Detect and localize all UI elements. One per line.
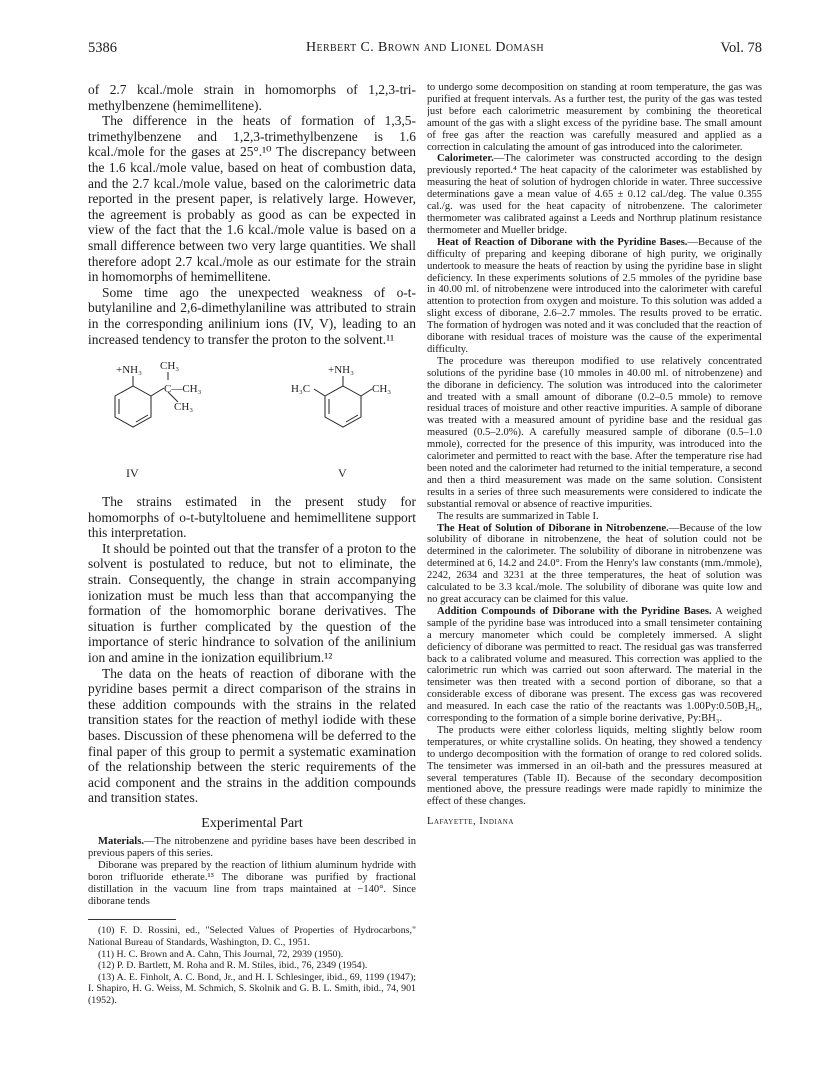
paragraph-strain-hemimellitene: of 2.7 kcal./mole strain in homomorphs of 1,2,3-tri-methylbenzene (hemimellitene).	[88, 82, 416, 113]
v-ch3-label: CH₃	[372, 383, 392, 396]
calorimeter-heading: Calorimeter.	[437, 153, 494, 165]
left-column	[88, 82, 416, 1018]
right-column	[427, 82, 762, 1018]
iv-c-ch3-label: C—CH₃	[164, 383, 202, 396]
paragraph-anilinium-strain: Some time ago the unexpected weakness of o-t-butylaniline and 2,6-dimethylaniline was attributed to strain in the corresponding anilinium ions (IV, V), leading to an increased tendency to transfer the proton to the solvent.¹¹	[88, 284, 416, 347]
materials-heading: Materials.	[98, 835, 144, 847]
anilinium-structures-figure	[88, 350, 416, 488]
iv-ch3-low-label: CH₃	[174, 401, 194, 414]
structures-iv-v	[88, 350, 416, 488]
paragraph-heat-of-solution	[427, 523, 762, 606]
iv-c-bond	[151, 388, 164, 396]
heat-of-reaction-text: —Because of the difficulty of preparing and keeping diborane of high purity, we originally undertook to measure the heats of reaction by using the pyridine base in slight deficiency. In these experiments solutions of 2.5 mmoles of the pyridine base in 40.00 ml. of nitrobenzene were introduced into the calorimeter with careful attention to protection from oxygen and moisture. To this solution was added a slight excess of diborane, 2.6–2.7 mmoles. The results proved to be erratic. The formation of hydrogen was noted and it was concluded that the reaction of diborane with residual traces of moisture was the cause of the experimental difficulty.	[427, 236, 762, 355]
iv-nh3-label: +NH₃	[116, 364, 142, 377]
paragraph-materials	[88, 836, 416, 860]
paragraph-products: The products were either colorless liquids, melting slightly below room temperatures, or white crystalline solids. On heating, they showed a tendency to undergo decomposition with the formation of orange to red colored solids. The tensimeter was immersed in an oil-bath and the pressures measured at several temperatures (Table II). Because of the secondary decomposition mentioned above, the pressure readings were made rapidly to minimize the effect of these changes.	[427, 724, 762, 808]
structure-v-label: V	[338, 466, 347, 481]
volume-number: Vol. 78	[720, 40, 762, 56]
footnote-13: (13) A. E. Finholt, A. C. Bond, Jr., and H. I. Schlesinger, ibid., 69, 1199 (1947); I. Shapiro, H. G. Weiss, M. Schmich, S. Skolnik and G. B. L. Smith, ibid., 74, 901 (1952).	[88, 971, 416, 1006]
footnotes	[88, 925, 416, 1006]
author-location: Lafayette, Indiana	[427, 816, 514, 828]
section-heading-experimental: Experimental Part	[201, 815, 303, 831]
addition-compounds-text: A weighed sample of the pyridine base was introduced into a small tensimeter containing a mercury manometer which could be completely immersed. A slight deficiency of diborane was permitted to react. The residual gas was transferred back to a calibrated volume and measured. This correction was applied to the calorimetric run which was carried out soon afterward. The material in the tensimeter was then treated with a second portion of diborane, so that a considerable excess of diborane was present. The excess gas was recovered and measured. In each case the ratio of the reactants was 1.00Py:0.50B₂H₆, corresponding to the formation of a simple borine derivative, Py:BH₃.	[427, 605, 762, 725]
materials-text: —The nitrobenzene and pyridine bases have been described in previous papers of this series.	[88, 835, 416, 859]
calorimeter-text: —The calorimeter was constructed according to the design previously reported.⁴ The heat capacity of the calorimeter was established by measuring the heat of solution of hydrogen chloride in water. Three successive determinations gave a mean value of 4.65 ± 0.12 cal./deg. The value 0.355 cal./g. was used for the heat capacity of nitrobenzene. The calorimeter thermometer was calibrated against a Leeds and Northrup platinum resistance thermometer and Mueller bridge.	[427, 153, 762, 236]
addition-compounds-heading: Addition Compounds of Diborane with the Pyridine Bases.	[437, 605, 712, 617]
iv-inner-bond-2	[136, 415, 148, 422]
paragraph-gas-purity: to undergo some decomposition on standing at room temperature, the gas was purified at frequent intervals. As a further test, the purity of the gas was tested just before each calorimetric measurement by combining the theoretical amount of the gas with a slight excess of the pyridine base. The small amount of free gas after the reaction was carefully measured and applied as a correction in calculating the amount of gas introduced into the calorimeter.	[427, 82, 762, 153]
paragraph-heats-of-reaction: The data on the heats of reaction of diborane with the pyridine bases permit a direct comparison of the strains in these addition compounds with the strains in the related transition states for the reaction of methyl iodide with these bases. Discussion of these phenomena will be deferred to the final paper of this group to permit a systematic examination of the relationship between the steric requirements of the acid component and the strains in the addition compounds and transition states.	[88, 665, 416, 806]
paragraph-results-summary: The results are summarized in Table I.	[437, 510, 599, 522]
v-inner-bond-2	[346, 415, 358, 422]
paragraph-calorimeter	[427, 153, 762, 236]
v-right-methyl-bond	[361, 389, 372, 396]
paragraph-diborane-preparation: Diborane was prepared by the reaction of lithium aluminum hydride with boron trifluoride etherate.¹³ The diborane was purified by fractional distillation in the vacuum line from traps maintained at −140°. Since diborane tends	[88, 859, 416, 907]
heat-of-solution-heading: The Heat of Solution of Diborane in Nitrobenzene.	[437, 522, 669, 534]
structure-iv-label: IV	[126, 466, 139, 481]
paragraph-addition-compounds	[427, 606, 762, 725]
page-number: 5386	[88, 40, 117, 56]
running-head-authors: Herbert C. Brown and Lionel Domash	[305, 40, 545, 55]
paragraph-heats-of-formation: The difference in the heats of formation of 1,3,5-trimethylbenzene and 1,2,3-trimethylbenzene is 1.6 kcal./mole for the gases at 25°.¹⁰ The discrepancy between the 1.6 kcal./mole value, based on heat of combustion data, and the 2.7 kcal./mole value, based on the calorimetric data reported in the present paper, is relatively large. However, the agreement is probably as good as can be expected in view of the fact that the 1.6 kcal./mole value is based on a small difference between two very large quantities. We shall therefore adopt 2.7 kcal./mole as our estimate for the strain in homomorphs of hemimellitene.	[88, 113, 416, 285]
footnote-10: (10) F. D. Rossini, ed., "Selected Values of Properties of Hydrocarbons," National Bureau of Standards, Washington, D. C., 1951.	[88, 925, 416, 948]
iv-ch3-top-label: CH₃	[160, 360, 180, 373]
heat-of-solution-text: —Because of the low solubility of diborane in nitrobenzene, the heat of solution could not be determined in the calorimeter. The solubility of diborane in nitrobenzene was determined at 6, 14.2 and 24.0°. From the Henry's law constants (mm./mmole), 2242, 2634 and 3231 at the three temperatures, the heat of solution was calculated to be 3.3 kcal./mole. The solubility of diborane was quite low and no great accuracy can be claimed for this value.	[427, 522, 762, 605]
footnote-divider	[88, 919, 176, 920]
paragraph-support-interpretation: The strains estimated in the present study for homomorphs of o-t-butyltoluene and hemimellitene support this interpretation.	[88, 494, 416, 541]
v-benzene-ring	[325, 386, 361, 427]
footnote-12: (12) P. D. Bartlett, M. Roha and R. M. Stiles, ibid., 76, 2349 (1954).	[98, 960, 368, 972]
heat-of-reaction-heading: Heat of Reaction of Diborane with the Pyridine Bases.	[437, 236, 688, 248]
paragraph-heat-of-reaction	[427, 237, 762, 356]
v-left-methyl-bond	[314, 389, 325, 396]
v-h3c-label: H₃C	[291, 383, 311, 396]
iv-benzene-ring	[115, 386, 151, 427]
footnote-11: (11) H. C. Brown and A. Cahn, This Journal, 72, 2939 (1950).	[98, 948, 344, 960]
v-nh3-label: +NH₃	[328, 364, 354, 377]
paragraph-proton-transfer: It should be pointed out that the transfer of a proton to the solvent is postulated to reduce, but not to eliminate, the strain. Consequently, the change in strain accompanying ionization must be much less than that accompanying the formation of the homomorphic borane derivatives. The situation is further complicated by the question of the importance of steric hindrance to solvation of the anilinium ion and amine in the ionization equilibrium.¹²	[88, 540, 416, 666]
running-header	[88, 40, 762, 62]
paragraph-modified-procedure: The procedure was thereupon modified to use relatively concentrated solutions of the pyridine base (10 mmoles in 40.00 ml. of nitrobenzene) and the diborane in deficiency. The solution was introduced into the calorimeter and treated with a small amount of diborane (0.2–0.5 mmole) to remove residual traces of moisture and other reactive impurities. A sample of diborane was treated with a measured amount of pyridine base and the residual gas measured (0.5–2.0%). A carefully measured sample of diborane (0.5–1.0 mmole), corrected for the presence of this impurity, was introduced into the calorimeter and permitted to react with the base. After the temperature rise had been noted and the calorimeter had returned to the initial temperature, a second and then a third measurement was made on the same solution. Consistent results in a series of three such measurements were considered to indicate the substantial removal or absence of reactive impurities.	[427, 355, 762, 510]
